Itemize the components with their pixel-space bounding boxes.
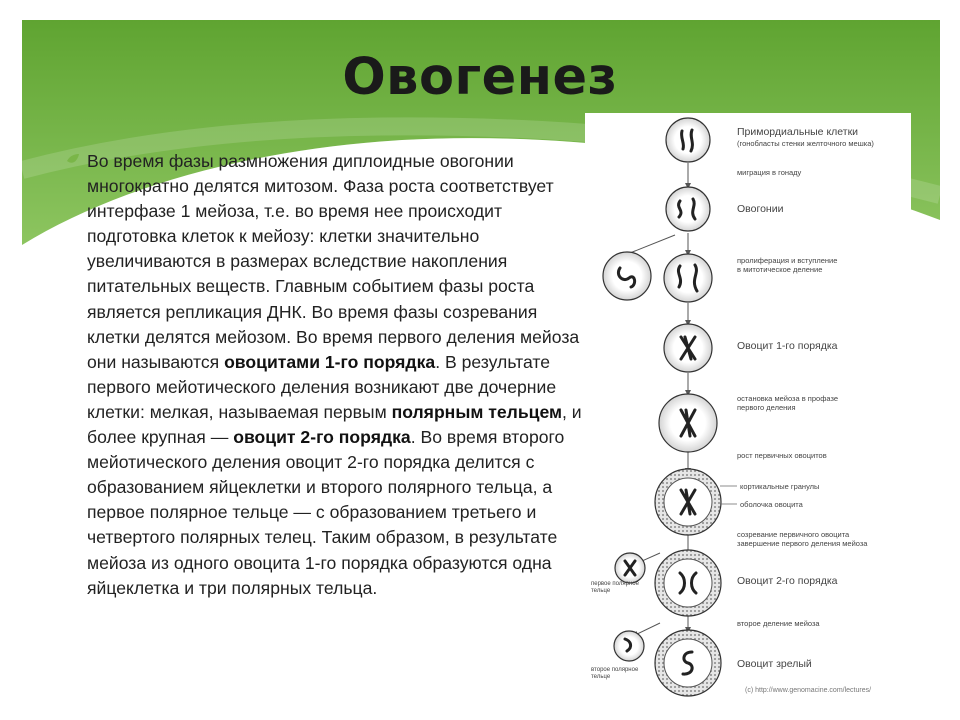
oogenesis-diagram <box>585 113 911 710</box>
label-oocyte-1: Овоцит 1-го порядка <box>737 340 838 352</box>
bullet-icon <box>66 153 80 169</box>
label-mitotic: в митотическое деление <box>737 265 823 274</box>
cell-side-mitotic <box>603 252 651 300</box>
slide-title: Овогенез <box>342 48 618 107</box>
cell-oocyte-2 <box>655 550 721 616</box>
label-polar-2b: тельце <box>591 674 611 680</box>
paragraph-text: . В результате первого мейотического деления возникают две дочерние клетки: мелкая, называемая первым <box>87 351 557 422</box>
cell-primordial <box>666 118 710 162</box>
label-primordial-sub: (гонобласты стенки желточного мешка) <box>737 139 874 148</box>
paragraph-text: . Во время второго мейотического деления овоцит 2-го порядка делится с образованием яйцеклетки и второго полярного тельца, а первое полярное тельце — с образованием третьего и четвертого полярных телец. Таким образом, в результате мейоза из одного овоцита 1-го порядка образуются одна яйцеклетка и три полярных тельца. <box>87 427 565 598</box>
label-maturation-2: завершение первого деления мейоза <box>737 539 868 548</box>
cell-oogonia <box>666 187 710 231</box>
cell-growing-oocyte <box>655 469 721 535</box>
label-oogonia: Овогонии <box>737 203 784 215</box>
body-paragraph <box>87 149 582 601</box>
cell-polar-1 <box>615 553 645 583</box>
label-arrest: остановка мейоза в профазе <box>737 394 838 403</box>
cell-polar-2 <box>614 631 644 661</box>
label-primordial: Примордиальные клетки <box>737 126 859 138</box>
paragraph-text: Во время фазы размножения диплоидные овогонии многократно делятся митозом. Фаза роста соответствует интерфазе 1 мейоза, т.е. во время нее происходит подготовка клеток к мейозу: клетки значительно увеличиваются в размерах вследствие накопления питательных веществ. Главным событием фазы роста является репликация ДНК. Во время фазы созревания клетки делятся мейозом. Во время первого деления мейоза они называются <box>87 151 580 372</box>
label-growth: рост первичных овоцитов <box>737 451 827 460</box>
label-polar-2: второе полярное <box>591 667 639 673</box>
cell-mature-oocyte <box>655 630 721 696</box>
paragraph-text: , и более крупная — <box>87 401 582 448</box>
label-oocyte-2: Овоцит 2-го порядка <box>737 575 838 587</box>
cell-proliferation <box>664 254 712 302</box>
label-mature: Овоцит зрелый <box>737 658 812 670</box>
label-meiosis-2: второе деление мейоза <box>737 619 820 628</box>
term-oocyte-2: овоцит 2-го порядка <box>233 427 411 448</box>
label-polar-1: первое полярное <box>591 581 639 587</box>
label-zona: оболочка овоцита <box>740 500 803 509</box>
label-arrest-2: первого деления <box>737 403 796 412</box>
credit-text: (c) http://www.genomacine.com/lectures/ <box>745 687 872 694</box>
term-oocyte-1: овоцитами 1-го порядка <box>224 351 436 372</box>
cell-oocyte-1 <box>664 324 712 372</box>
cell-prophase-arrest <box>659 394 717 452</box>
label-cortical: кортикальные гранулы <box>740 482 820 491</box>
label-migration: миграция в гонаду <box>737 168 802 177</box>
term-polar-body: полярным тельцем <box>391 401 563 422</box>
label-proliferation: пролиферация и вступление <box>737 256 838 265</box>
label-polar-1b: тельце <box>591 588 611 594</box>
label-maturation: созревание первичного овоцита <box>737 530 850 539</box>
